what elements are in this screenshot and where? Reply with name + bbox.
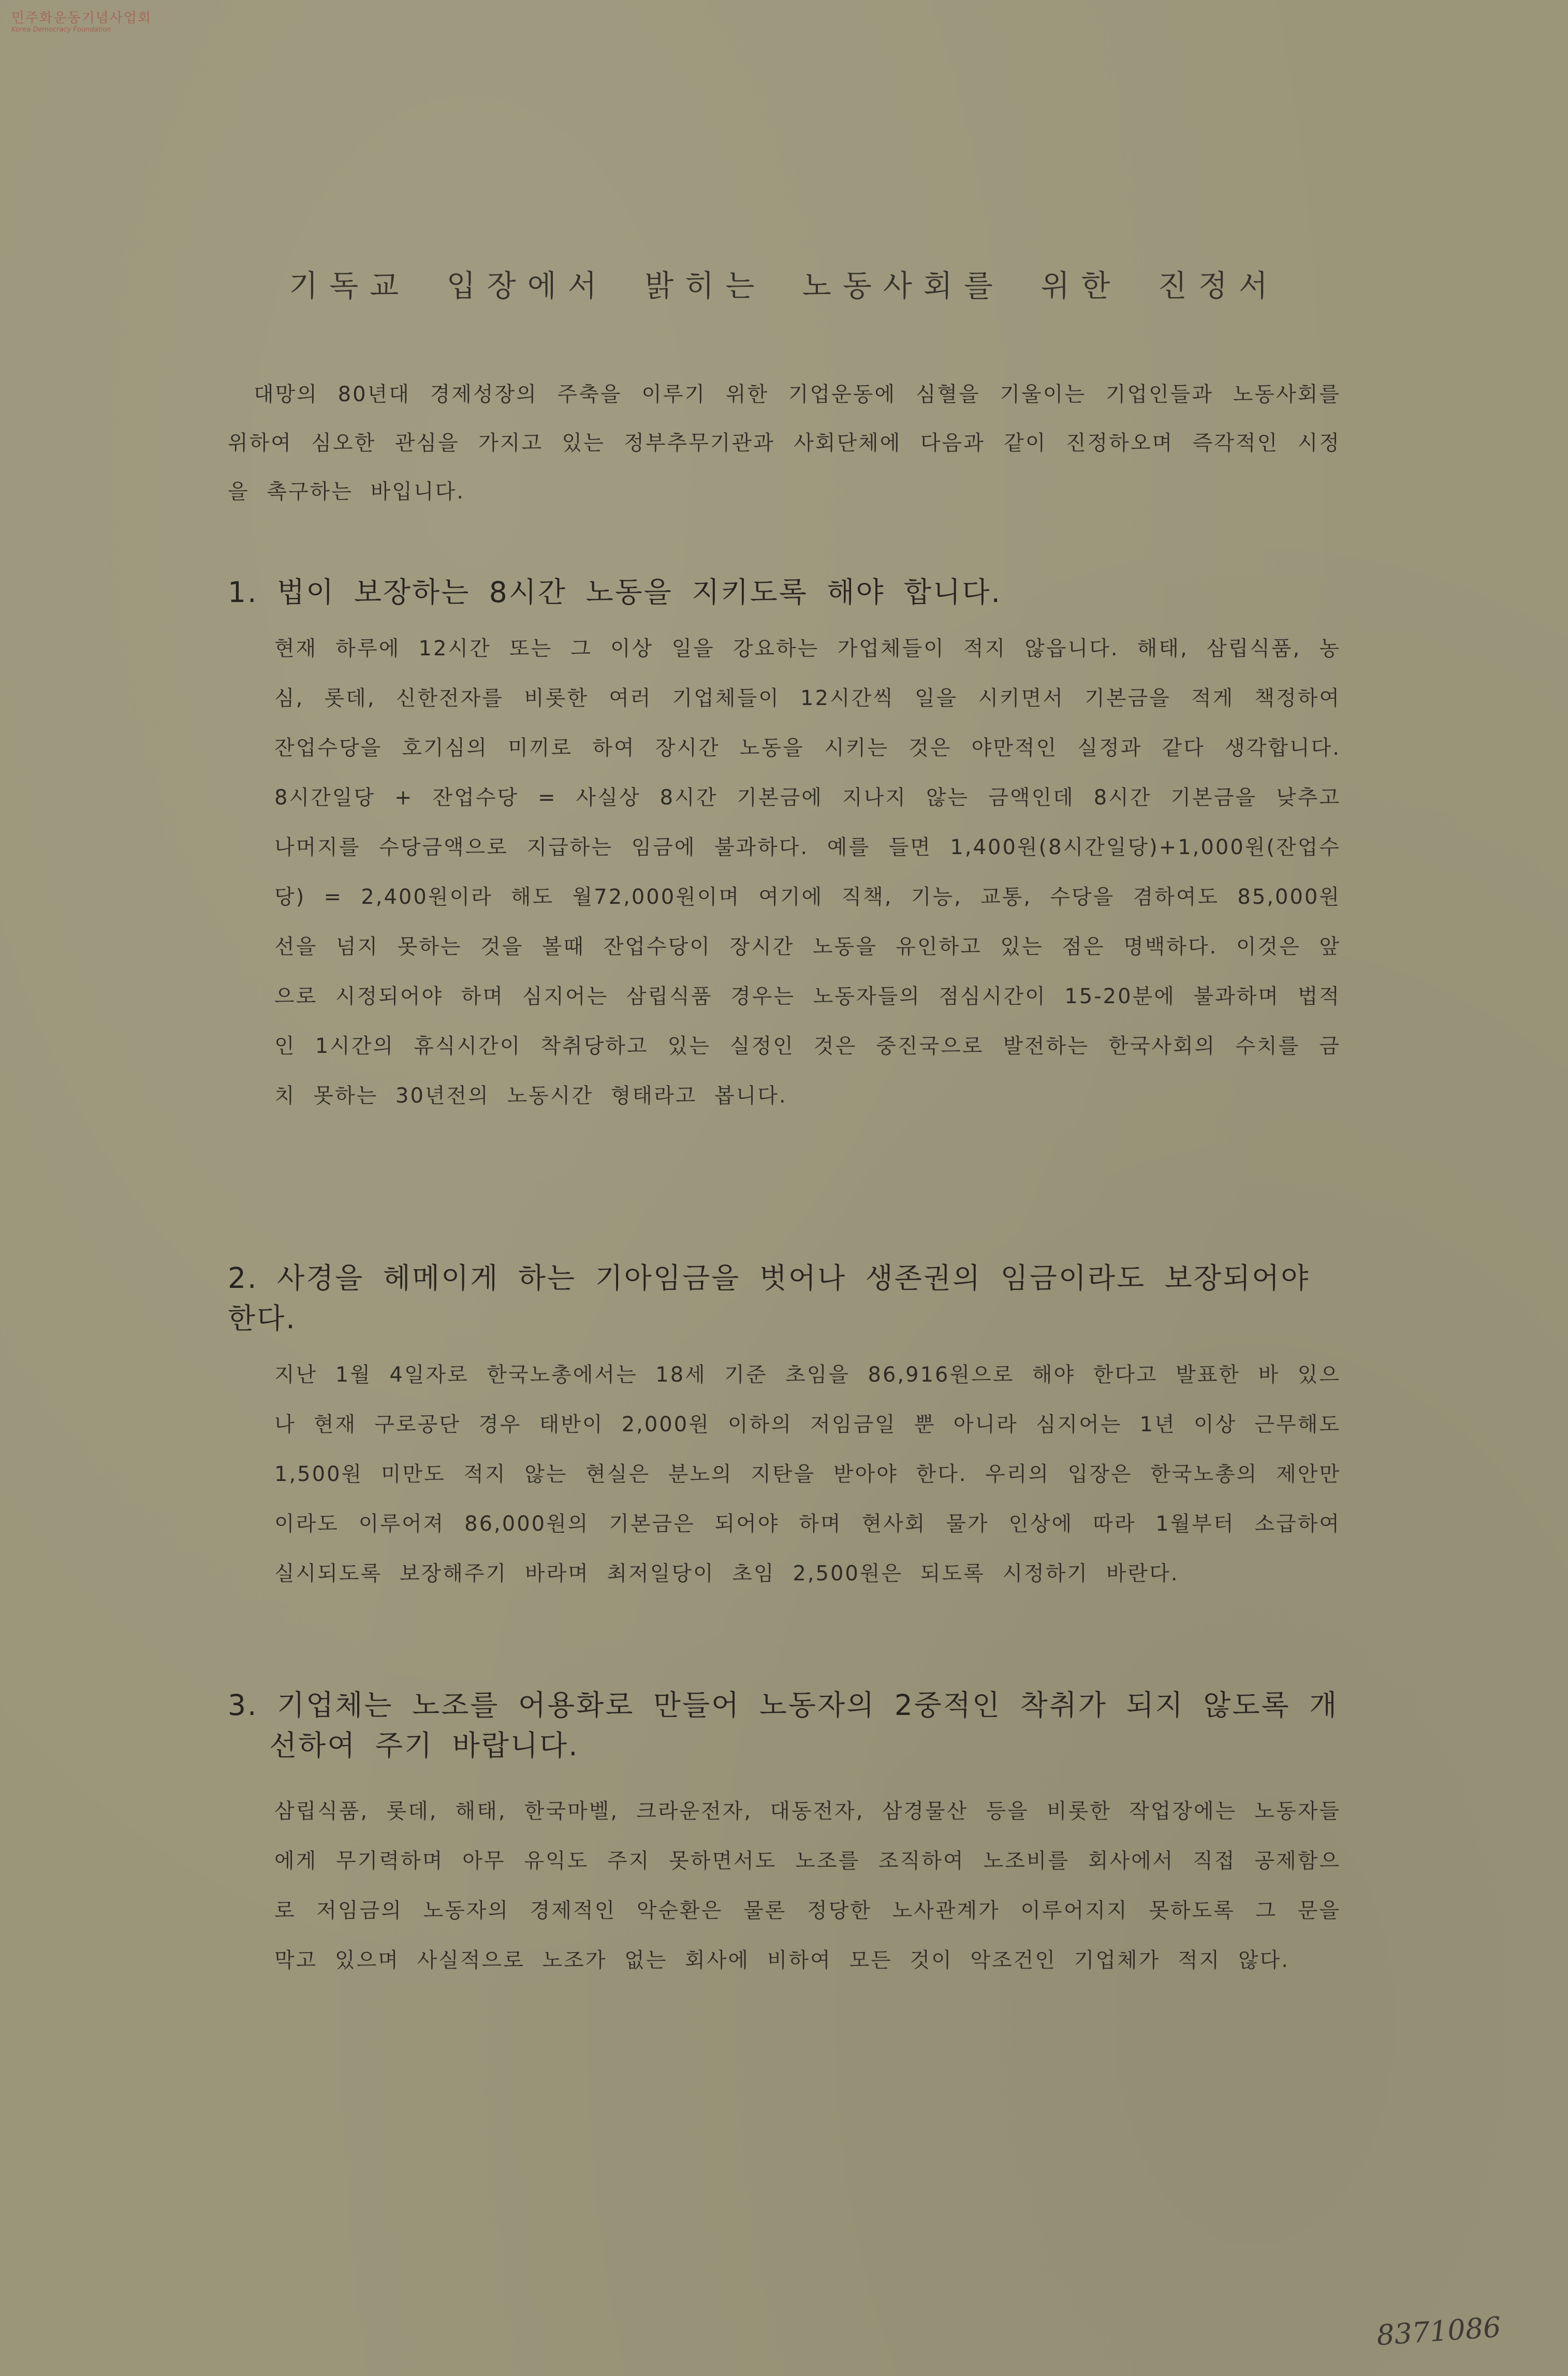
document-title: 기독교 입장에서 밝히는 노동사회를 위한 진정서 — [289, 268, 1279, 303]
section-1-body: 현재 하루에 12시간 또는 그 이상 일을 강요하는 가업체들이 적지 않읍니다. 해태, 삼립식품, 농심, 롯데, 신한전자를 비롯한 여러 기업체들이 12시간씩 일을 시키면서 기본금을 적게 책정하여 잔업수당을 호기심의 미끼로 하여 장시간 노동을 시키는 것은 야만적인 실정과 같다 생각합니다. 8시간일당 + 잔업수당 = 사실상 8시간 기본금에 지나지 않는 금액인데 8시간 기본금을 낮추고 나머지를 수당금액으로 지급하는 임금에 불과하다. 예를 들면 1,400원(8시간일당)+1,000원(잔업수당) = 2,400원이라 해도 월72,000원이며 여기에 직책, 기능, 교통, 수당을 겸하여도 85,000원선을 넘지 못하는 것을 볼때 잔업수당이 장시간 노동을 유인하고 있는 점은 명백하다. 이것은 앞으로 시정되어야 하며 심지어는 삼립식품 경우는 노동자들의 점심시간이 15-20분에 불과하며 법적인 1시간의 휴식시간이 착취당하고 있는 실정인 것은 중진국으로 발전하는 한국사회의 수치를 금치 못하는 30년전의 노동시간 형태라고 봅니다. — [274, 637, 1341, 1108]
section-2-body: 지난 1월 4일자로 한국노총에서는 18세 기준 초임을 86,916원으로 해야 한다고 발표한 바 있으나 현재 구로공단 경우 태반이 2,000원 이하의 저임금일 뿐 아니라 심지어는 1년 이상 근무해도 1,500원 미만도 적지 않는 현실은 분노의 지탄을 받아야 한다. 우리의 입장은 한국노총의 제안만이라도 이루어져 86,000원의 기본금은 되어야 하며 현사회 물가 인상에 따라 1월부터 소급하여 실시되도록 보장해주기 바라며 최저일당이 초임 2,500원은 되도록 시정하기 바란다. — [274, 1363, 1341, 1586]
section-3-heading-text: 3. 기업체는 노조를 어용화로 만들어 노동자의 2중적인 착취가 되지 않도록 개선하여 주기 바랍니다. — [228, 1689, 1339, 1762]
intro-paragraph: 대망의 80년대 경제성장의 주축을 이루기 위한 기업운동에 심혈을 기울이는 기업인들과 노동사회를 위하여 심오한 관심을 가지고 있는 정부추무기관과 사회단체에 다음과 같이 진정하오며 즉각적인 시정을 촉구하는 바입니다. — [228, 383, 1341, 504]
section-3-body: 삼립식품, 롯데, 해태, 한국마벨, 크라운전자, 대동전자, 삼경물산 등을 비롯한 작업장에는 노동자들에게 무기력하며 아무 유익도 주지 못하면서도 노조를 조직하여 노조비를 회사에서 직접 공제함으로 저임금의 노동자의 경제적인 악순환은 물론 정당한 노사관계가 이루어지지 못하도록 그 문을 막고 있으며 사실적으로 노조가 없는 회사에 비하여 모든 것이 악조건인 기업체가 적지 않다. — [274, 1799, 1341, 1972]
section-1-heading: 1. 법이 보장하는 8시간 노동을 지키도록 해야 합니다. — [228, 576, 1002, 609]
handwritten-document-number: 8371086 — [1375, 2310, 1502, 2352]
section-2 — [228, 1258, 1341, 1598]
watermark-english: Korea Democracy Foundation — [11, 26, 111, 34]
section-3 — [228, 1685, 1341, 1985]
watermark-korean: 민주화운동기념사업회 — [11, 10, 152, 26]
section-3-heading — [228, 1685, 1341, 1766]
archive-watermark — [11, 10, 156, 34]
section-2-heading: 2. 사경을 헤메이게 하는 기아임금을 벗어나 생존권의 임금이라도 보장되어야 한다. — [228, 1262, 1310, 1335]
intro-section — [228, 370, 1341, 516]
section-1 — [228, 572, 1341, 1121]
